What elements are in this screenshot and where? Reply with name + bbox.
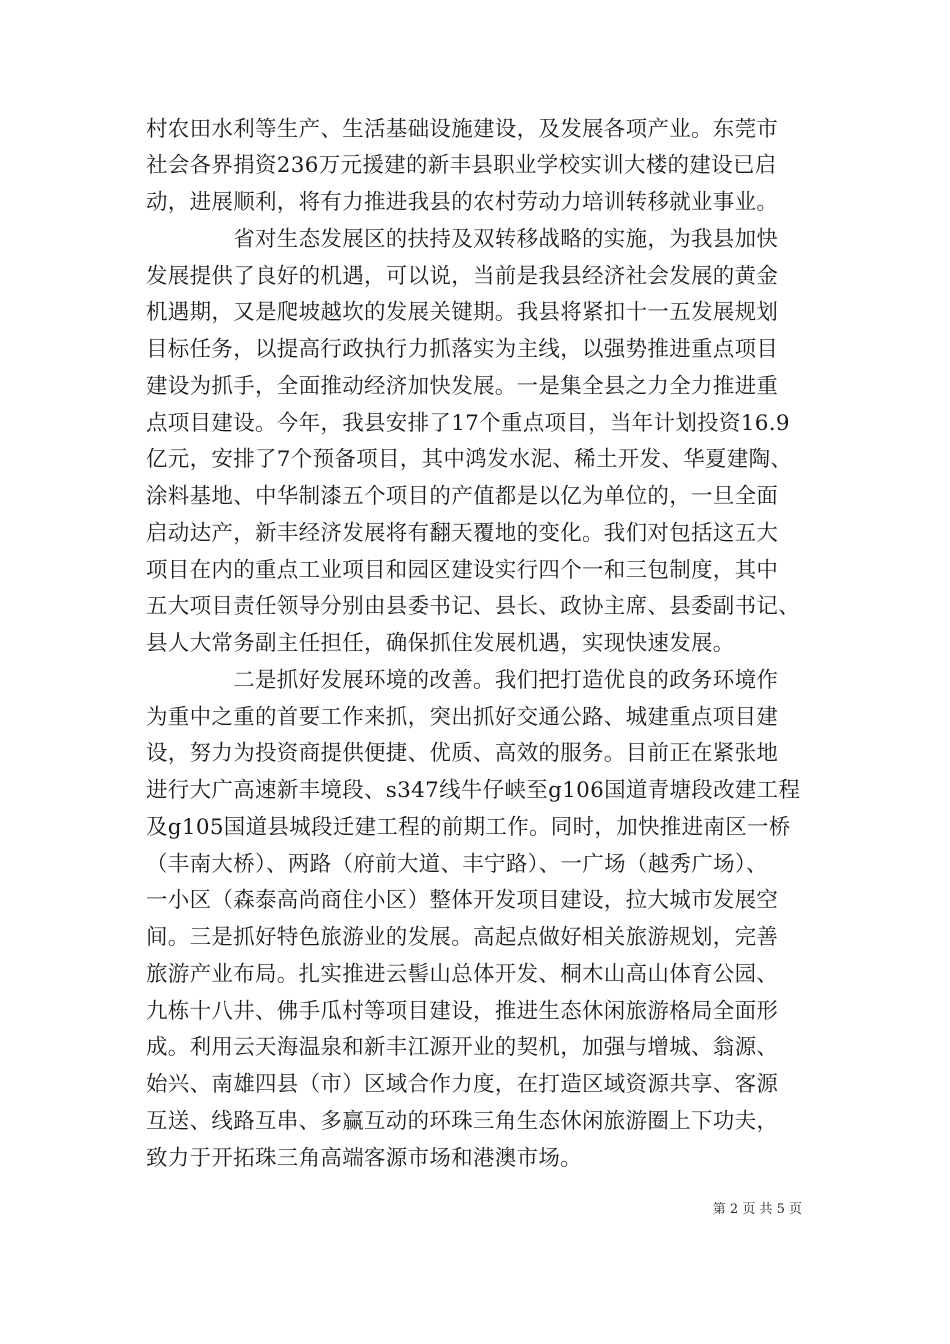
text-line: 及g105国道县城段迁建工程的前期工作。同时，加快推进南区一桥	[146, 815, 791, 840]
text-line: 村农田水利等生产、生活基础设施建设，及发展各项产业。东莞市	[146, 117, 779, 142]
text-line: 设，努力为投资商提供便捷、优质、高效的服务。目前正在紧张地	[146, 741, 779, 766]
text-line: 五大项目责任领导分别由县委书记、县长、政协主席、县委副书记、	[146, 594, 801, 619]
text-line: 机遇期，又是爬坡越坎的发展关键期。我县将紧扣十一五发展规划	[146, 300, 779, 325]
text-line: 一小区（森泰高尚商住小区）整体开发项目建设，拉大城市发展空	[146, 888, 779, 913]
text-line: 县人大常务副主任担任，确保抓住发展机遇，实现快速发展。	[146, 631, 735, 656]
text-line: 建设为抓手，全面推动经济加快发展。一是集全县之力全力推进重	[146, 374, 779, 399]
text-line: 旅游产业布局。扎实推进云髻山总体开发、桐木山高山体育公园、	[146, 962, 779, 987]
text-line: 动，进展顺利，将有力推进我县的农村劳动力培训转移就业事业。	[146, 190, 779, 215]
text-line: 发展提供了良好的机遇，可以说，当前是我县经济社会发展的黄金	[146, 264, 779, 289]
text-line: 启动达产，新丰经济发展将有翻天覆地的变化。我们对包括这五大	[146, 521, 779, 546]
text-line: 始兴、南雄四县（市）区域合作力度，在打造区域资源共享、客源	[146, 1072, 779, 1097]
text-line: 涂料基地、中华制漆五个项目的产值都是以亿为单位的，一旦全面	[146, 484, 779, 509]
text-line: 亿元，安排了7个预备项目，其中鸿发水泥、稀土开发、华夏建陶、	[146, 447, 793, 472]
text-line: 省对生态发展区的扶持及双转移战略的实施，为我县加快	[146, 227, 779, 252]
page-number-footer: 第 2 页 共 5 页	[712, 1202, 802, 1217]
text-line: 互送、线路互串、多赢互动的环珠三角生态休闲旅游圈上下功夫，	[146, 1109, 779, 1134]
text-line: 成。利用云天海温泉和新丰江源开业的契机，加强与增城、翁源、	[146, 1035, 779, 1060]
text-line: 间。三是抓好特色旅游业的发展。高起点做好相关旅游规划，完善	[146, 925, 779, 950]
text-line: 为重中之重的首要工作来抓，突出抓好交通公路、城建重点项目建	[146, 705, 779, 730]
text-line: 点项目建设。今年，我县安排了17个重点项目，当年计划投资16.9	[146, 411, 790, 436]
text-line: 社会各界捐资236万元援建的新丰县职业学校实训大楼的建设已启	[146, 153, 777, 178]
text-line: 项目在内的重点工业项目和园区建设实行四个一和三包制度，其中	[146, 558, 779, 583]
text-line: 进行大广高速新丰境段、s347线牛仔峡至g106国道青塘段改建工程	[146, 778, 801, 803]
text-line: 目标任务，以提高行政执行力抓落实为主线，以强势推进重点项目	[146, 337, 779, 362]
text-line: 九栋十八井、佛手瓜村等项目建设，推进生态休闲旅游格局全面形	[146, 999, 779, 1024]
text-line: （丰南大桥）、两路（府前大道、丰宁路）、一广场（越秀广场）、	[146, 852, 768, 877]
text-line: 二是抓好发展环境的改善。我们把打造优良的政务环境作	[146, 668, 779, 693]
text-line: 致力于开拓珠三角高端客源市场和港澳市场。	[146, 1146, 583, 1171]
